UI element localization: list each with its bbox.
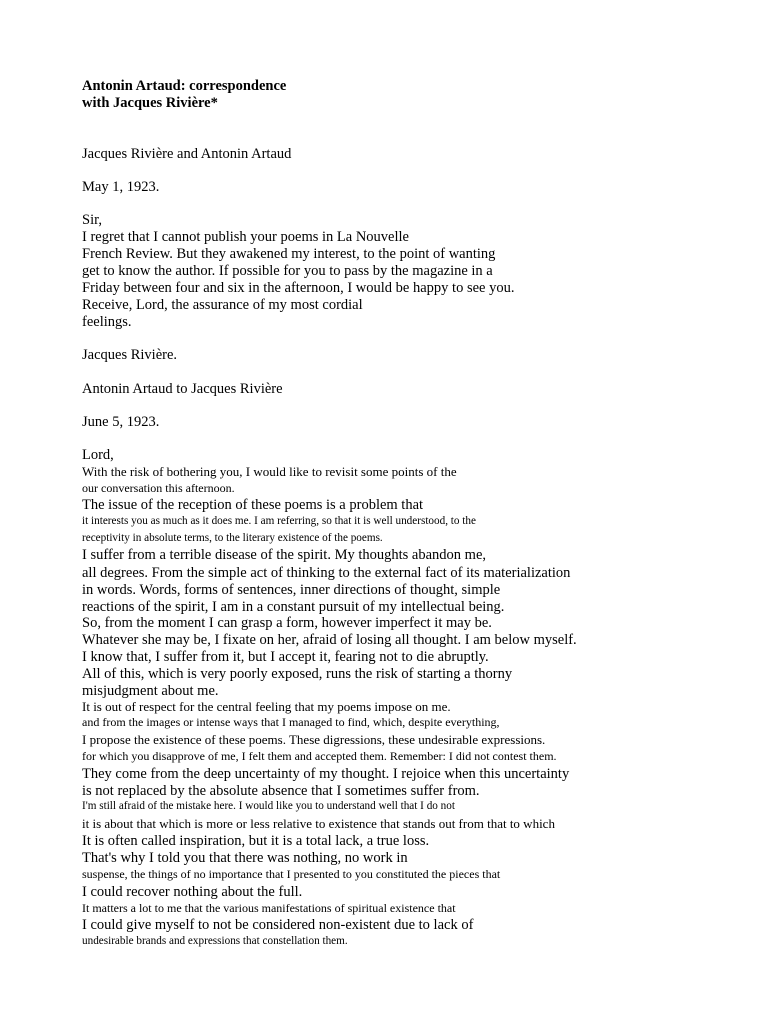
- letter-line: and from the images or intense ways that I managed to find, which, despite everything,: [82, 715, 500, 729]
- letter-line: get to know the author. If possible for you to pass by the magazine in a: [82, 263, 493, 279]
- letter-line: is not replaced by the absolute absence that I sometimes suffer from.: [82, 783, 480, 799]
- letter-line: our conversation this afternoon.: [82, 481, 235, 495]
- letter-line: suspense, the things of no importance that I presented to you constituted the pieces that: [82, 867, 501, 881]
- document-title-line-2: with Jacques Rivière*: [82, 95, 218, 111]
- letter-line: for which you disapprove of me, I felt them and accepted them. Remember: I did not contest them.: [82, 749, 557, 763]
- letter-line: I could give myself to not be considered non-existent due to lack of: [82, 917, 474, 933]
- letter-line: It matters a lot to me that the various manifestations of spiritual existence that: [82, 901, 456, 915]
- letter-line: It is often called inspiration, but it is a total lack, a true loss.: [82, 833, 430, 849]
- letter-line: I suffer from a terrible disease of the spirit. My thoughts abandon me,: [82, 547, 487, 563]
- section-heading: Jacques Rivière and Antonin Artaud: [82, 146, 292, 162]
- letter-line: That's why I told you that there was nothing, no work in: [82, 850, 408, 866]
- letter-date: June 5, 1923.: [82, 414, 160, 430]
- letter-line: French Review. But they awakened my interest, to the point of wanting: [82, 246, 496, 262]
- letter-line: in words. Words, forms of sentences, inner directions of thought, simple: [82, 582, 501, 598]
- letter-line: It is out of respect for the central feeling that my poems impose on me.: [82, 699, 451, 714]
- letter-line: So, from the moment I can grasp a form, however imperfect it may be.: [82, 615, 492, 631]
- letter-line: With the risk of bothering you, I would like to revisit some points of the: [82, 464, 457, 479]
- letter-line: Whatever she may be, I fixate on her, afraid of losing all thought. I am below myself.: [82, 632, 577, 648]
- letter-line: reactions of the spirit, I am in a constant pursuit of my intellectual being.: [82, 599, 505, 615]
- letter-line: it is about that which is more or less relative to existence that stands out from that to which: [82, 816, 555, 831]
- letter-line: misjudgment about me.: [82, 683, 219, 699]
- letter-line: it interests you as much as it does me. I am referring, so that it is well understood, to the: [82, 515, 476, 527]
- letter-line: They come from the deep uncertainty of my thought. I rejoice when this uncertainty: [82, 766, 570, 782]
- letter-line: Receive, Lord, the assurance of my most cordial: [82, 297, 363, 313]
- letter-line: I could recover nothing about the full.: [82, 884, 303, 900]
- letter-line: The issue of the reception of these poems is a problem that: [82, 497, 424, 513]
- salutation: Lord,: [82, 447, 114, 463]
- salutation: Sir,: [82, 212, 102, 228]
- section-heading: Antonin Artaud to Jacques Rivière: [82, 381, 283, 397]
- letter-line: All of this, which is very poorly exposed, runs the risk of starting a thorny: [82, 666, 513, 682]
- letter-date: May 1, 1923.: [82, 179, 160, 195]
- signature: Jacques Rivière.: [82, 347, 178, 363]
- letter-line: receptivity in absolute terms, to the literary existence of the poems.: [82, 532, 383, 544]
- letter-line: feelings.: [82, 314, 132, 330]
- document-title-line-1: Antonin Artaud: correspondence: [82, 78, 287, 94]
- letter-line: I regret that I cannot publish your poems in La Nouvelle: [82, 229, 409, 245]
- letter-line: undesirable brands and expressions that constellation them.: [82, 935, 348, 947]
- letter-line: I know that, I suffer from it, but I accept it, fearing not to die abruptly.: [82, 649, 489, 665]
- letter-line: all degrees. From the simple act of thinking to the external fact of its materialization: [82, 565, 571, 581]
- letter-line: Friday between four and six in the afternoon, I would be happy to see you.: [82, 280, 515, 296]
- letter-line: I'm still afraid of the mistake here. I would like you to understand well that I do not: [82, 800, 455, 812]
- letter-line: I propose the existence of these poems. These digressions, these undesirable expressions.: [82, 732, 546, 747]
